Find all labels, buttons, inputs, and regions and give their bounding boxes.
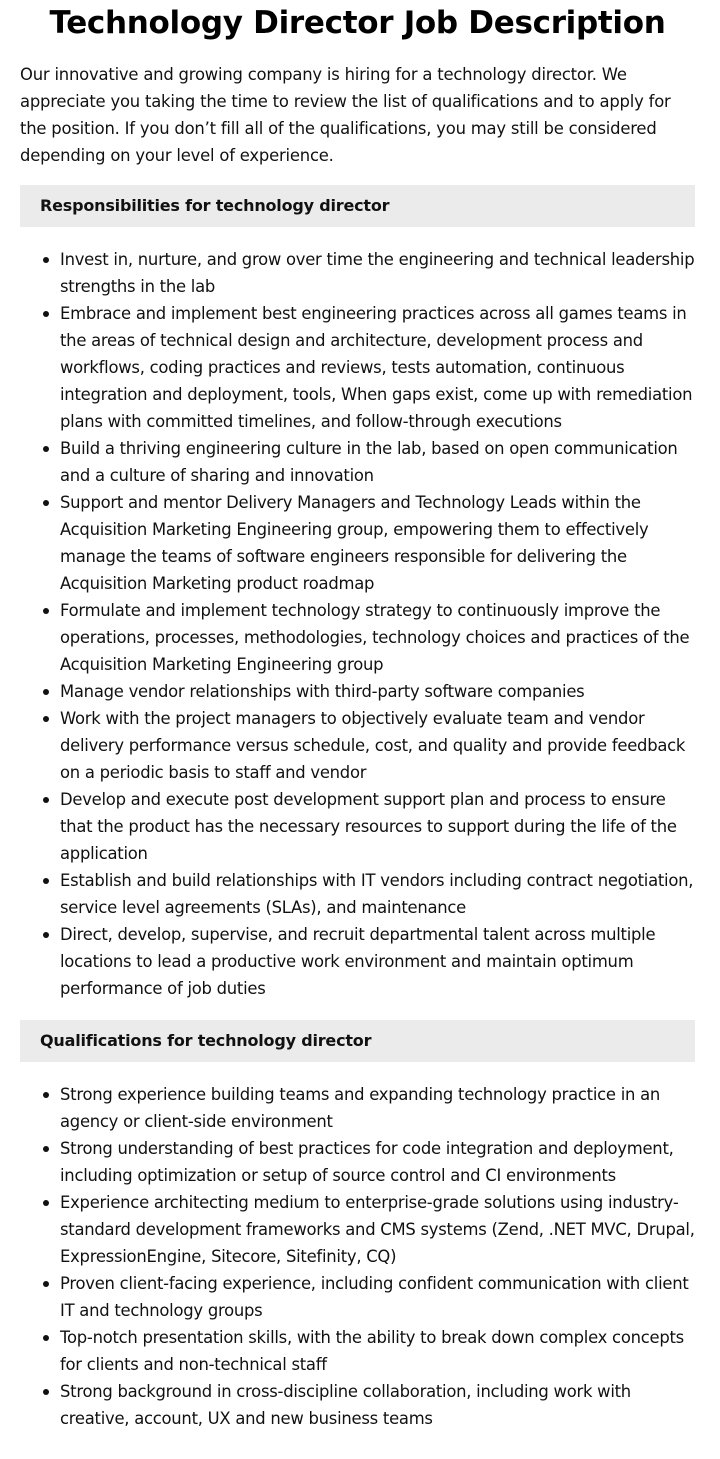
list-item: Support and mentor Delivery Managers and Technology Leads within the Acquisition Marketing Engineering group, empowering them to effectively manage the teams of software engineers responsible for delivering the Acquisition Marketing product roadmap (60, 489, 695, 597)
responsibilities-heading: Responsibilities for technology director (20, 185, 695, 227)
list-item: Build a thriving engineering culture in the lab, based on open communication and a culture of sharing and innovation (60, 435, 695, 489)
list-item: Proven client-facing experience, including confident communication with client IT and technology groups (60, 1270, 695, 1324)
list-item: Formulate and implement technology strategy to continuously improve the operations, processes, methodologies, technology choices and practices of the Acquisition Marketing Engineering group (60, 597, 695, 678)
list-item: Top-notch presentation skills, with the ability to break down complex concepts for clients and non-technical staff (60, 1324, 695, 1378)
section-spacer (20, 1002, 695, 1020)
list-item: Establish and build relationships with IT vendors including contract negotiation, service level agreements (SLAs), and maintenance (60, 867, 695, 921)
list-item: Experience architecting medium to enterprise-grade solutions using industry-standard development frameworks and CMS systems (Zend, .NET MVC, Drupal, ExpressionEngine, Sitecore, Sitefinity, CQ) (60, 1189, 695, 1270)
list-item: Strong background in cross-discipline collaboration, including work with creative, account, UX and new business teams (60, 1378, 695, 1432)
list-item: Work with the project managers to objectively evaluate team and vendor delivery performance versus schedule, cost, and quality and provide feedback on a periodic basis to staff and vendor (60, 705, 695, 786)
page-title: Technology Director Job Description (49, 5, 666, 41)
list-item: Strong understanding of best practices for code integration and deployment, including optimization or setup of source control and CI environments (60, 1135, 695, 1189)
list-item: Direct, develop, supervise, and recruit departmental talent across multiple locations to lead a productive work environment and maintain optimum performance of job duties (60, 921, 695, 1002)
responsibilities-list (20, 246, 695, 1002)
list-item: Embrace and implement best engineering practices across all games teams in the areas of technical design and architecture, development process and workflows, coding practices and reviews, tests automation, continuous integration and deployment, tools, When gaps exist, come up with remediation plans with committed timelines, and follow-through executions (60, 300, 695, 435)
intro-paragraph: Our innovative and growing company is hiring for a technology director. We appreciate you taking the time to review the list of qualifications and to apply for the position. If you don’t fill all of the qualifications, you may still be considered depending on your level of experience. (20, 65, 671, 165)
list-item: Develop and execute post development support plan and process to ensure that the product has the necessary resources to support during the life of the application (60, 786, 695, 867)
qualifications-list (20, 1081, 695, 1432)
list-item: Invest in, nurture, and grow over time the engineering and technical leadership strengths in the lab (60, 246, 695, 300)
list-item: Strong experience building teams and expanding technology practice in an agency or client-side environment (60, 1081, 695, 1135)
list-item: Manage vendor relationships with third-party software companies (60, 678, 695, 705)
qualifications-heading: Qualifications for technology director (20, 1020, 695, 1062)
